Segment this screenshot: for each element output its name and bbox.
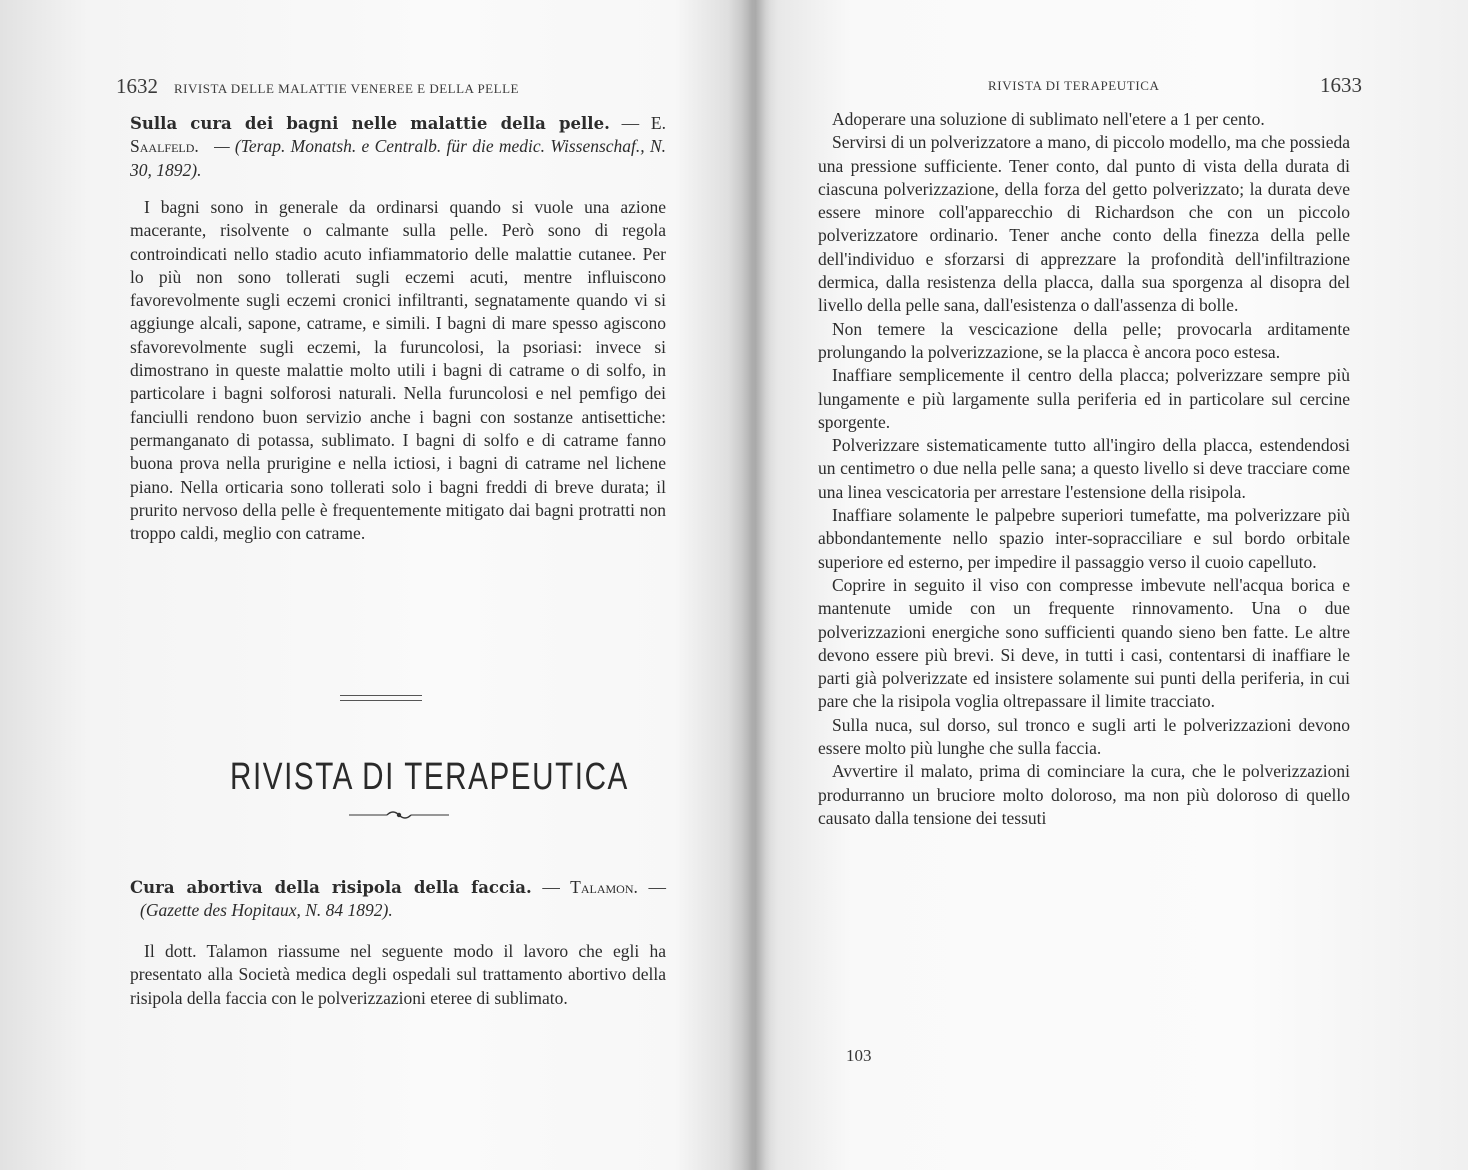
article2-author: — Talamon. — [542,877,666,897]
left-running-head-title: RIVISTA DELLE MALATTIE VENEREE E DELLA PELLE [174,81,519,96]
right-page [760,0,1468,1170]
signature-mark: 103 [846,1046,872,1065]
article2-title: Cura abortiva della risipola della faccia. [130,878,532,897]
right-running-head: RIVISTA DI TERAPEUTICA [988,78,1160,93]
double-rule-bottom [340,700,422,701]
left-running-head [116,74,519,99]
section-title: RIVISTA DI TERAPEUTICA [230,756,629,798]
left-page-number: 1632 [116,74,158,98]
article1-citation: — (Terap. Monatsh. e Centralb. für die medic. Wissenschaf., N. 30, 1892). [130,136,666,180]
right-paragraph-3: Non temere la vescicazione della pelle; provocarla arditamente prolungando la polverizzazione, se la placca è ancora poco estesa. [818,318,1350,362]
right-paragraph-4: Inaffiare semplicemente il centro della placca; polverizzare sempre più lungamente e più largamente sulla periferia ed in particolare sul cercine sporgente. [818,365,1350,432]
article1-heading [130,112,666,182]
double-rule-top [340,695,422,696]
article2-paragraph: Il dott. Talamon riassume nel seguente modo il lavoro che egli ha presentato alla Società medica degli ospedali sul trattamento abortivo della risipola della faccia con le polverizzazioni eteree di sublimato. [130,941,666,1008]
article1-title: Sulla cura dei bagni nelle malattie della pelle. [130,114,610,133]
article2-body [130,940,666,1010]
article2-citation: (Gazette des Hopitaux, N. 84 1892). [140,900,393,921]
ornament-icon [347,808,451,822]
article1-body [130,196,666,545]
right-paragraph-2: Servirsi di un polverizzatore a mano, di piccolo modello, ma che possieda una pressione sufficiente. Tener conto, dal punto di vista della durata di ciascuna polverizzazione, della forza del getto polverizzato; la durata deve essere minore coll'apparecchio di Richardson che con un piccolo polverizzatore ordinario. Tener anche conto della finezza della pelle dell'individuo e sforzarsi di apprezzare la profondità dell'infiltrazione dermica, dalla resistenza della placca, dalla sua sporgenza al disopra del livello della pelle sana, dall'esistenza o dall'assenza di bolle. [818,132,1350,316]
right-paragraph-9: Avvertire il malato, prima di cominciare la cura, che le polverizzazioni produrranno un bruciore molto doloroso, ma non più doloroso di quello causato dalla tensione dei tessuti [818,761,1350,828]
right-page-number: 1633 [1320,73,1362,97]
article2-heading [130,876,666,923]
right-body [818,108,1350,830]
right-paragraph-8: Sulla nuca, sul dorso, sul tronco e sugli arti le polverizzazioni devono essere molto più lunghe che sulla faccia. [818,714,1350,759]
right-paragraph-5: Polverizzare sistematicamente tutto all'ingiro della placca, estendendosi un centimetro o due nella pelle sana; a questo livello si deve tracciare come una linea vescicatoria per arrestare l'estensione della risipola. [818,435,1350,502]
article1-author: — E. Saalfeld. [130,113,666,157]
right-paragraph-7: Coprire in seguito il viso con compresse imbevute nell'acqua borica e mantenute umide con un frequente rinnovamento. Una o due polverizzazioni energiche sono sufficienti quando sieno ben fatte. Le altre devono essere più brevi. Si deve, in tutti i casi, contentarsi di inaffiare le parti già polverizzate ed insistere solamente sui punti della periferia, in cui pare che la risipola voglia oltrepassare il limite tracciato. [818,574,1350,712]
article1-paragraph: I bagni sono in generale da ordinarsi quando si vuole una azione macerante, risolvente o calmante sulla pelle. Però sono di regola controindicati nello stadio acuto infiammatorio delle malattie cutanee. Per lo più non sono tollerati sugli eczemi acuti, mentre influiscono favorevolmente sugli eczemi cronici infiltranti, segnatamente quando vi si aggiunge alcali, sapone, catrame, e simili. I bagni di mare spesso agiscono sfavorevolmente sugli eczemi, la furuncolosi, la psoriasi: invece si dimostrano in queste malattie molto utili i bagni di catrame o di solfo, in particolare i bagni solforosi naturali. Nella furuncolosi e nel pemfigo dei fanciulli rendono buon servizio anche i bagni con sostanze antisettiche: permanganato di potassa, sublimato. I bagni di solfo e di catrame fanno buona prova nella prurigine e nella ictiosi, i bagni di catrame nel lichene piano. Nella orticaria sono tollerati solo i bagni freddi di breve durata; il prurito nervoso della pelle è frequentemente mitigato dai bagni protratti non troppo caldi, meglio con catrame. [130,197,666,544]
right-paragraph-1: Adoperare una soluzione di sublimato nell'etere a 1 per cento. [832,109,1265,129]
right-paragraph-6: Inaffiare solamente le palpebre superiori tumefatte, ma polverizzare più abbondantemente nello spazio inter-sopracciliare e sul bordo orbitale superiore ed esterno, per impedire il passaggio verso il cuoio capelluto. [818,505,1350,572]
